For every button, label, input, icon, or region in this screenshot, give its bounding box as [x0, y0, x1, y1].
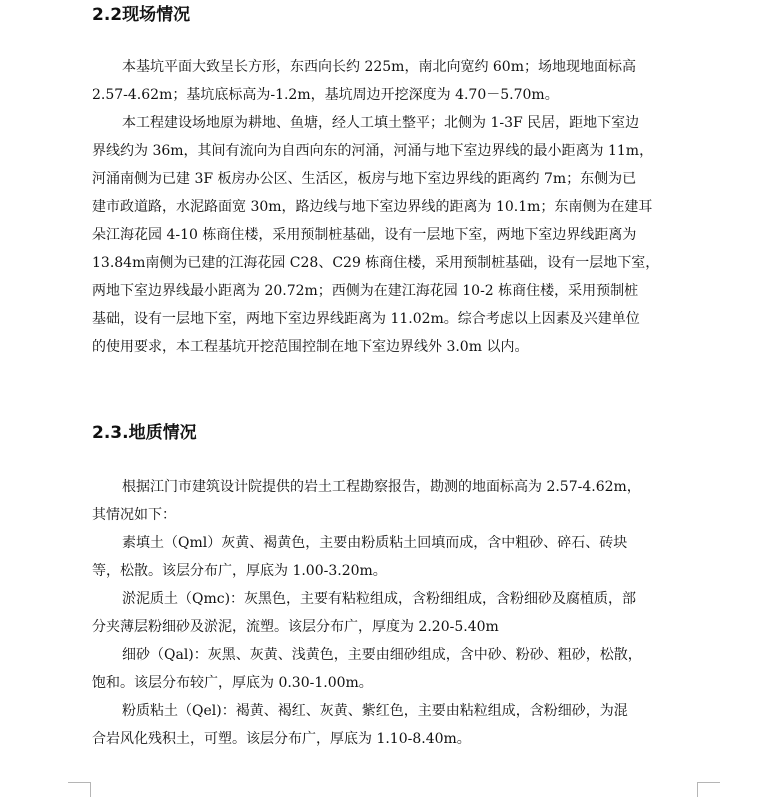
- paragraph-line: 素填土（Qml）灰黄、褐黄色，主要由粉质粘土回填而成，含中粗砂、碎石、砖块: [122, 535, 628, 551]
- paragraph-line: 13.84m南侧为已建的江海花园 C28、C29 栋商住楼，采用预制桩基础，设有一层地下室，: [92, 255, 660, 271]
- paragraph-line: 饱和。该层分布较广，厚底为 0.30-1.00m。: [92, 675, 373, 691]
- paragraph-line: 淤泥质土（Qmc)：灰黑色，主要有粘粒组成，含粉细组成，含粉细砂及腐植质，部: [122, 591, 637, 607]
- paragraph-line: 2.57-4.62m；基坑底标高为-1.2m，基坑周边开挖深度为 4.70－5.70m。: [92, 87, 559, 103]
- paragraph-line: 本工程建设场地原为耕地、鱼塘，经人工填土整平；北侧为 1-3F 民居，距地下室边: [122, 115, 640, 131]
- section-heading-site-conditions: 2.2现场情况: [92, 5, 191, 25]
- paragraph-line: 建市政道路，水泥路面宽 30m，路边线与地下室边界线的距离为 10.1m；东南侧为在建耳: [92, 199, 653, 215]
- section-heading-geology: 2.3.地质情况: [92, 423, 197, 443]
- paragraph-line: 河涌南侧为已建 3F 板房办公区、生活区，板房与地下室边界线的距离约 7m；东侧为已: [92, 171, 637, 187]
- paragraph-line: 两地下室边界线最小距离为 20.72m；西侧为在建江海花园 10-2 栋商住楼，采用预制桩: [92, 283, 639, 299]
- page-margin-corner-mark: [697, 782, 720, 797]
- paragraph-line: 根据江门市建筑设计院提供的岩土工程勘察报告，勘测的地面标高为 2.57-4.62m，: [122, 479, 641, 495]
- paragraph-line: 细砂（Qal)：灰黑、灰黄、浅黄色，主要由细砂组成，含中砂、粉砂、粗砂，松散，: [122, 647, 642, 663]
- paragraph-line: 本基坑平面大致呈长方形，东西向长约 225m，南北向宽约 60m；场地现地面标高: [122, 59, 636, 75]
- site-conditions-body: [92, 53, 712, 361]
- paragraph-line: 等，松散。该层分布广，厚底为 1.00-3.20m。: [92, 563, 387, 579]
- page-margin-corner-mark: [68, 782, 91, 797]
- paragraph-line: 基础，设有一层地下室，两地下室边界线距离为 11.02m。综合考虑以上因素及兴建单位: [92, 311, 640, 327]
- paragraph-line: 粉质粘土（Qel)：褐黄、褐红、灰黄、紫红色，主要由粘粒组成，含粉细砂，为混: [122, 703, 628, 719]
- paragraph-line: 其情况如下：: [92, 507, 176, 523]
- paragraph-line: 界线约为 36m，其间有流向为自西向东的河涌，河涌与地下室边界线的最小距离为 11m，: [92, 143, 654, 159]
- paragraph-line: 朵江海花园 4-10 栋商住楼，采用预制桩基础，设有一层地下室，两地下室边界线距离为: [92, 227, 637, 243]
- paragraph-line: 分夹薄层粉细砂及淤泥，流塑。该层分布广，厚度为 2.20-5.40m: [92, 619, 499, 635]
- paragraph-line: 的使用要求，本工程基坑开挖范围控制在地下室边界线外 3.0m 以内。: [92, 339, 529, 355]
- geology-body: [92, 473, 712, 753]
- paragraph-line: 合岩风化残积土，可塑。该层分布广，厚底为 1.10-8.40m。: [92, 731, 471, 747]
